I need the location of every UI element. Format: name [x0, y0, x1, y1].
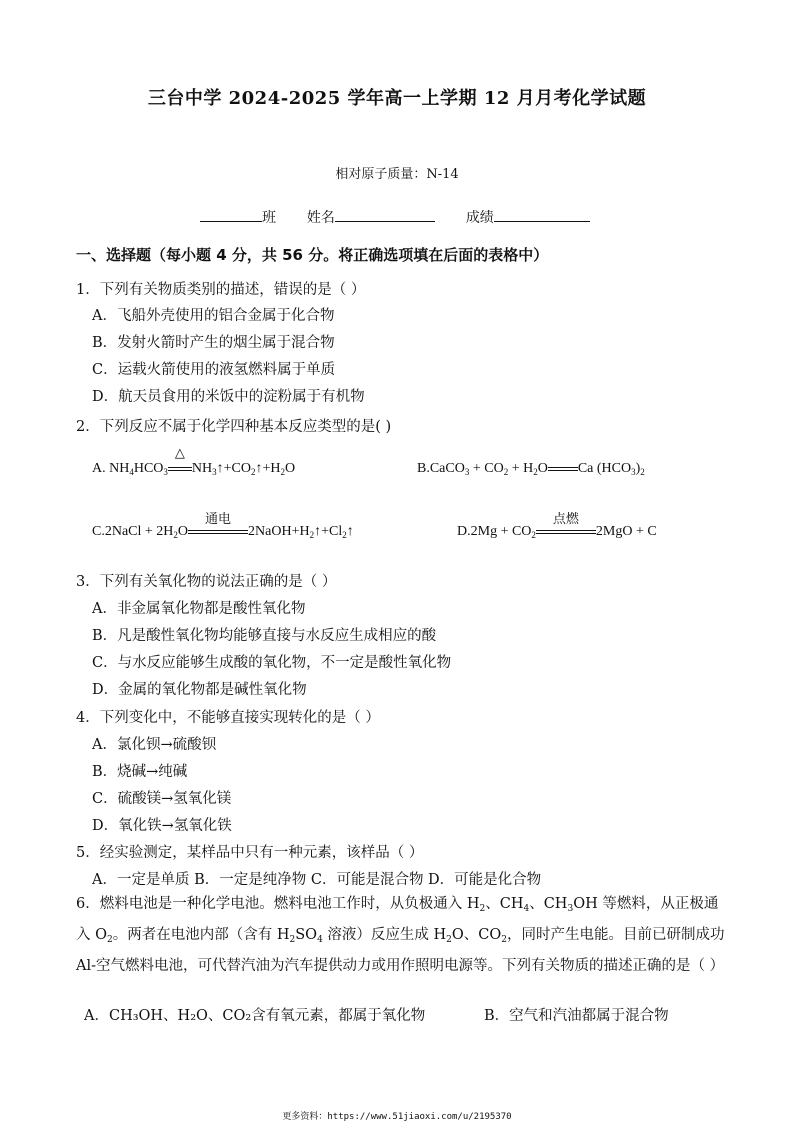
class-label: 班: [262, 210, 276, 226]
class-blank[interactable]: [200, 206, 262, 222]
ignite-condition: 点燃: [552, 511, 579, 526]
question-2-option-d: $D.2Mg + CO_2$ 点燃 2MgO + C: [457, 524, 657, 540]
name-label: 姓名: [306, 210, 335, 226]
question-4-stem: 4．下列变化中，不能够直接实现转化的是（ ）: [76, 710, 380, 726]
question-4-option-a: A．氯化钡→硫酸钡: [92, 737, 217, 753]
question-1-stem: 1．下列有关物质类别的描述，错误的是（ ）: [76, 282, 366, 298]
question-1-option-a: A．飞船外壳使用的铝合金属于化合物: [92, 308, 335, 324]
question-6-option-b: B．空气和汽油都属于混合物: [484, 1008, 669, 1024]
question-5-stem: 5．经实验测定，某样品中只有一种元素，该样品（ ）: [76, 845, 424, 861]
score-label: 成绩: [465, 210, 494, 226]
option-c-label: C.: [92, 524, 105, 539]
section-heading: 一、选择题（每小题 4 分，共 56 分。将正确选项填在后面的表格中）: [76, 246, 549, 264]
question-3-option-a: A．非金属氧化物都是酸性氧化物: [92, 601, 306, 617]
question-3-option-d: D．金属的氧化物都是碱性氧化物: [92, 682, 307, 698]
question-2-stem: 2．下列反应不属于化学四种基本反应类型的是( ): [76, 419, 392, 435]
exam-title: 三台中学 2024-2025 学年高一上学期 12 月月考化学试题: [147, 88, 647, 109]
electrolysis-condition: 通电: [205, 511, 232, 526]
question-2-option-b: B.CaCO$_3$ + $CO_2 + H_2O$ Ca $(HCO_3)_2$: [417, 461, 645, 477]
question-1-option-d: D．航天员食用的米饭中的淀粉属于有机物: [92, 389, 365, 405]
option-a-label: A.: [92, 461, 106, 476]
name-blank[interactable]: [335, 206, 435, 222]
question-1-option-c: C．运载火箭使用的液氢燃料属于单质: [92, 362, 336, 378]
question-2-option-a: A. $NH_4HCO_3$ △ $NH_3↑+CO_2↑+H_2O$: [92, 445, 296, 477]
footer-link[interactable]: 更多资料：https://www.51jiaoxi.com/u/2195370: [282, 1112, 512, 1122]
question-3-option-c: C．与水反应能够生成酸的氧化物，不一定是酸性氧化物: [92, 655, 452, 671]
question-4-option-b: B．烧碱→纯碱: [92, 764, 188, 780]
heat-condition: △: [174, 445, 185, 460]
question-3-stem: 3．下列有关氧化物的说法正确的是（ ）: [76, 574, 337, 590]
atomic-mass-note: 相对原子质量：N-14: [335, 167, 459, 182]
question-6-stem: 6．燃料电池是一种化学电池。燃料电池工作时，从负极通入 $H_2$、$CH_4$、$CH_3OH$ 等燃料，从正极通入 $O_2$。两者在电池内部（含有 $H_2SO_4$ 溶液）反应生成 $H_2O$、$CO_2$，同时产生电能。目前已研制成功 Al-空气燃料电池，可代替汽油为汽车提供动力或用作照明电源等。下列有关物质的描述正确的是（ ）: [76, 896, 725, 974]
question-4-option-c: C．硫酸镁→氢氧化镁: [92, 791, 232, 807]
question-2-option-c: C.2NaCl + $2H_2O$ 通电 $2NaOH+H_2↑+Cl_2↑$: [92, 524, 354, 540]
question-6-option-a: A．CH₃OH、H₂O、CO₂含有氧元素，都属于氧化物: [84, 1008, 426, 1024]
question-5-options: A．一定是单质 B．一定是纯净物 C．可能是混合物 D．可能是化合物: [92, 872, 542, 888]
student-info-line: [200, 206, 590, 227]
score-blank[interactable]: [494, 206, 590, 222]
option-b-label: B.: [417, 461, 430, 476]
option-d-label: D.: [457, 524, 471, 539]
question-4-option-d: D．氧化铁→氢氧化铁: [92, 818, 232, 834]
question-3-option-b: B．凡是酸性氧化物均能够直接与水反应生成相应的酸: [92, 628, 437, 644]
question-1-option-b: B．发射火箭时产生的烟尘属于混合物: [92, 335, 335, 351]
